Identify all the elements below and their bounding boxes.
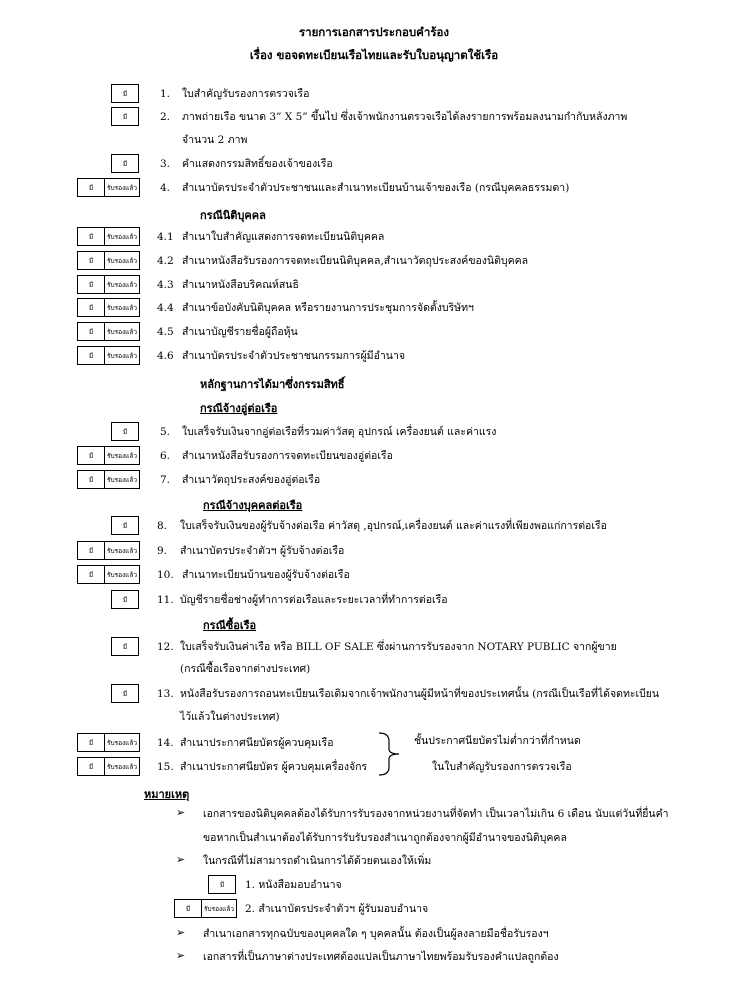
bullet-arrow-icon: ➢ [176, 806, 186, 819]
item-number: 12. [157, 641, 174, 653]
checkbox-group-item-4-3[interactable] [77, 275, 140, 294]
certified-box[interactable]: รับรองแล้ว [106, 351, 137, 360]
checkbox-group-item-5[interactable] [111, 422, 139, 441]
item-text: ใบเสร็จรับเงินของผู้รับจ้างต่อเรือ ค่าวัสดุ ,อุปกรณ์,เครื่องยนต์ และค่าแรงที่เพียงพอแก่การต่อเรือ [180, 520, 607, 532]
document-title: รายการเอกสารประกอบคำร้อง [298, 25, 450, 39]
item-number: 6. [160, 450, 171, 462]
bullet-arrow-icon: ➢ [176, 853, 186, 866]
item-number: 10. [157, 569, 174, 581]
item-number: 4.1 [157, 231, 174, 243]
certified-box[interactable]: รับรองแล้ว [106, 475, 137, 484]
checkbox-group-item-4[interactable] [77, 178, 140, 197]
have-box[interactable]: มี [78, 758, 105, 775]
item-text: สำเนาบัตรประจำตัวฯ ผู้รับจ้างต่อเรือ [180, 545, 345, 557]
item-text: ใบเสร็จรับเงินจากอู่ต่อเรือที่รวมค่าวัสดุ อุปกรณ์ เครื่องยนต์ และค่าแรง [182, 426, 497, 438]
item-text: สำเนาใบสำคัญแสดงการจดทะเบียนนิติบุคคล [182, 231, 385, 243]
item-number: 5. [160, 426, 171, 438]
item-text: ภาพถ่ายเรือ ขนาด 3” X 5” ขึ้นไป ซึ่งเจ้าพนักงานตรวจเรือได้ลงรายการพร้อมลงนามกำกับหลังภาพ [182, 111, 628, 123]
checkbox-group-item-15[interactable] [77, 757, 140, 776]
checkbox-group-item-14[interactable] [77, 733, 140, 752]
checkbox-group-item-4-2[interactable] [77, 251, 140, 270]
have-box[interactable]: มี [122, 642, 128, 651]
item-number: 2. [160, 111, 171, 123]
have-box[interactable]: มี [175, 900, 202, 917]
have-box[interactable]: มี [122, 427, 128, 436]
item-text: สำเนาหนังสือบริคณห์สนธิ [182, 279, 299, 291]
remarks-heading: หมายเหตุ [144, 788, 190, 801]
section-buy: กรณีซื้อเรือ [203, 619, 257, 632]
have-box[interactable]: มี [219, 880, 225, 889]
item-text: สำเนาประกาศนียบัตร ผู้ควบคุมเครื่องจักร [180, 761, 368, 773]
brace-note-line1: ชั้นประกาศนียบัตรไม่ต่ำกว่าที่กำหนด [414, 735, 581, 747]
item-text: สำเนาหนังสือรับรองการจดทะเบียนนิติบุคคล,สำเนาวัตถุประสงค์ของนิติบุคคล [182, 255, 529, 267]
checkbox-group-item-3[interactable] [111, 154, 139, 173]
certified-box[interactable]: รับรองแล้ว [106, 303, 137, 312]
item-number: 15. [157, 761, 174, 773]
item-text: สำเนาวัตถุประสงค์ของอู่ต่อเรือ [182, 474, 321, 486]
checkbox-group-item-13[interactable] [111, 684, 139, 703]
checkbox-group-item-2[interactable] [111, 107, 139, 126]
have-box[interactable]: มี [78, 179, 105, 196]
item-text-continued: จำนวน 2 ภาพ [182, 134, 248, 146]
item-text: สำเนาบัตรประจำตัวประชาชนกรรมการผู้มีอำนาจ [182, 350, 406, 362]
have-box[interactable]: มี [78, 299, 105, 316]
item-text-continued: (กรณีซื้อเรือจากต่างประเทศ) [180, 663, 311, 675]
item-number: 4.5 [157, 326, 174, 338]
section-evidence: หลักฐานการได้มาซึ่งกรรมสิทธิ์ [200, 378, 345, 391]
certified-box[interactable]: รับรองแล้ว [106, 232, 137, 241]
certified-box[interactable]: รับรองแล้ว [106, 762, 137, 771]
certified-box[interactable]: รับรองแล้ว [106, 256, 137, 265]
checkbox-group-item-7[interactable] [77, 470, 140, 489]
section-juristic: กรณีนิติบุคคล [200, 209, 266, 222]
have-box[interactable]: มี [78, 447, 105, 464]
item-number: 11. [157, 594, 174, 606]
checkbox-group-item-11[interactable] [111, 590, 139, 609]
bullet-arrow-icon: ➢ [176, 926, 186, 939]
item-number: 4.3 [157, 279, 174, 291]
checkbox-group-item-4-4[interactable] [77, 298, 140, 317]
certified-box[interactable]: รับรองแล้ว [106, 546, 137, 555]
checkbox-group-item-6[interactable] [77, 446, 140, 465]
have-box[interactable]: มี [78, 566, 105, 583]
section-shipyard: กรณีจ้างอู่ต่อเรือ [200, 402, 278, 415]
certified-box[interactable]: รับรองแล้ว [106, 738, 137, 747]
item-text: สำเนาบัตรประจำตัวประชาชนและสำเนาทะเบียนบ้านเจ้าของเรือ (กรณีบุคคลธรรมดา) [182, 182, 570, 194]
have-box[interactable]: มี [122, 521, 128, 530]
item-number: 7. [160, 474, 171, 486]
item-text: ใบเสร็จรับเงินค่าเรือ หรือ BILL OF SALE ซึ่งผ่านการรับรองจาก NOTARY PUBLIC จากผู้ขาย [180, 641, 617, 653]
have-box[interactable]: มี [78, 228, 105, 245]
checkbox-group-item-4-1[interactable] [77, 227, 140, 246]
remark-4: เอกสารที่เป็นภาษาต่างประเทศต้องแปลเป็นภาษาไทยพร้อมรับรองคำแปลถูกต้อง [203, 951, 559, 963]
have-box[interactable]: มี [122, 689, 128, 698]
item-text: สำเนาทะเบียนบ้านของผู้รับจ้างต่อเรือ [182, 569, 350, 581]
item-number: 4.4 [157, 302, 174, 314]
sub-item-2: 2. สำเนาบัตรประจำตัวฯ ผู้รับมอบอำนาจ [245, 903, 429, 915]
checkbox-group-item-4-6[interactable] [77, 346, 140, 365]
have-box[interactable]: มี [78, 542, 105, 559]
checkbox-group-item-12[interactable] [111, 637, 139, 656]
item-text: สำเนาข้อบังคับนิติบุคคล หรือรายงานการประชุมการจัดตั้งบริษัทฯ [182, 302, 474, 314]
document-subject: เรื่อง ขอจดทะเบียนเรือไทยและรับใบอนุญาตใช้เรือ [249, 48, 499, 62]
item-number: 9. [157, 545, 168, 557]
item-number: 4.2 [157, 255, 174, 267]
have-box[interactable]: มี [78, 323, 105, 340]
have-box[interactable]: มี [78, 471, 105, 488]
checkbox-group-item-4-5[interactable] [77, 322, 140, 341]
checkbox-group-item-8[interactable] [111, 516, 139, 535]
checkbox-group-power-of-attorney[interactable] [208, 875, 236, 894]
have-box[interactable]: มี [78, 252, 105, 269]
item-text-continued: ไว้แล้วในต่างประเทศ) [180, 711, 280, 723]
remark-2: ในกรณีที่ไม่สามารถดำเนินการได้ด้วยตนเองให้เพิ่ม [203, 855, 432, 867]
item-number: 3. [160, 158, 171, 170]
certified-box[interactable]: รับรองแล้ว [106, 327, 137, 336]
have-box[interactable]: มี [122, 595, 128, 604]
item-number: 14. [157, 737, 174, 749]
item-number: 4. [160, 182, 171, 194]
remark-3: สำเนาเอกสารทุกฉบับของบุคคลใด ๆ บุคคลนั้น ต้องเป็นผู้ลงลายมือชื่อรับรองฯ [203, 928, 549, 940]
certified-box[interactable]: รับรองแล้ว [106, 280, 137, 289]
checkbox-group-attorney-id[interactable] [174, 899, 237, 918]
brace-note-line2: ในใบสำคัญรับรองการตรวจเรือ [432, 761, 572, 773]
have-box[interactable]: มี [122, 159, 128, 168]
checkbox-group-item-1[interactable] [111, 84, 139, 103]
certified-box[interactable]: รับรองแล้ว [106, 183, 137, 192]
have-box[interactable]: มี [78, 734, 105, 751]
remark-1-continued: ขอหากเป็นสำเนาต้องได้รับการรับรับรองสำเนาถูกต้องจากผู้มีอำนาจของนิติบุคคล [203, 832, 567, 844]
certified-box[interactable]: รับรองแล้ว [203, 904, 234, 913]
item-text: หนังสือรับรองการถอนทะเบียนเรือเดิมจากเจ้าพนักงานผู้มีหน้าที่ของประเทศนั้น (กรณีเป็นเรือที่ได้จดทะเบียน [180, 688, 660, 700]
item-number: 8. [157, 520, 168, 532]
item-text: บัญชีรายชื่อช่างผู้ทำการต่อเรือและระยะเวลาที่ทำการต่อเรือ [180, 594, 448, 606]
checkbox-group-item-10[interactable] [77, 565, 140, 584]
item-text: สำเนาบัญชีรายชื่อผู้ถือหุ้น [182, 326, 298, 338]
have-box[interactable]: มี [122, 112, 128, 121]
certified-box[interactable]: รับรองแล้ว [106, 570, 137, 579]
item-text: สำเนาประกาศนียบัตรผู้ควบคุมเรือ [180, 737, 334, 749]
section-person: กรณีจ้างบุคคลต่อเรือ [203, 499, 303, 512]
checkbox-group-item-9[interactable] [77, 541, 140, 560]
remark-1: เอกสารของนิติบุคคลต้องได้รับการรับรองจากหน่วยงานที่จัดทำ เป็นเวลาไม่เกิน 6 เดือน นับแต่วันที่ยื่นคำ [203, 808, 669, 820]
have-box[interactable]: มี [78, 347, 105, 364]
item-number: 1. [160, 88, 171, 100]
have-box[interactable]: มี [122, 89, 128, 98]
item-text: คำแสดงกรรมสิทธิ์ของเจ้าของเรือ [182, 158, 333, 170]
right-brace-icon [377, 731, 407, 777]
certified-box[interactable]: รับรองแล้ว [106, 451, 137, 460]
item-number: 4.6 [157, 350, 174, 362]
sub-item-1: 1. หนังสือมอบอำนาจ [245, 879, 342, 891]
item-number: 13. [157, 688, 174, 700]
have-box[interactable]: มี [78, 276, 105, 293]
bullet-arrow-icon: ➢ [176, 949, 186, 962]
item-text: สำเนาหนังสือรับรองการจดทะเบียนของอู่ต่อเรือ [182, 450, 393, 462]
item-text: ใบสำคัญรับรองการตรวจเรือ [182, 88, 310, 100]
